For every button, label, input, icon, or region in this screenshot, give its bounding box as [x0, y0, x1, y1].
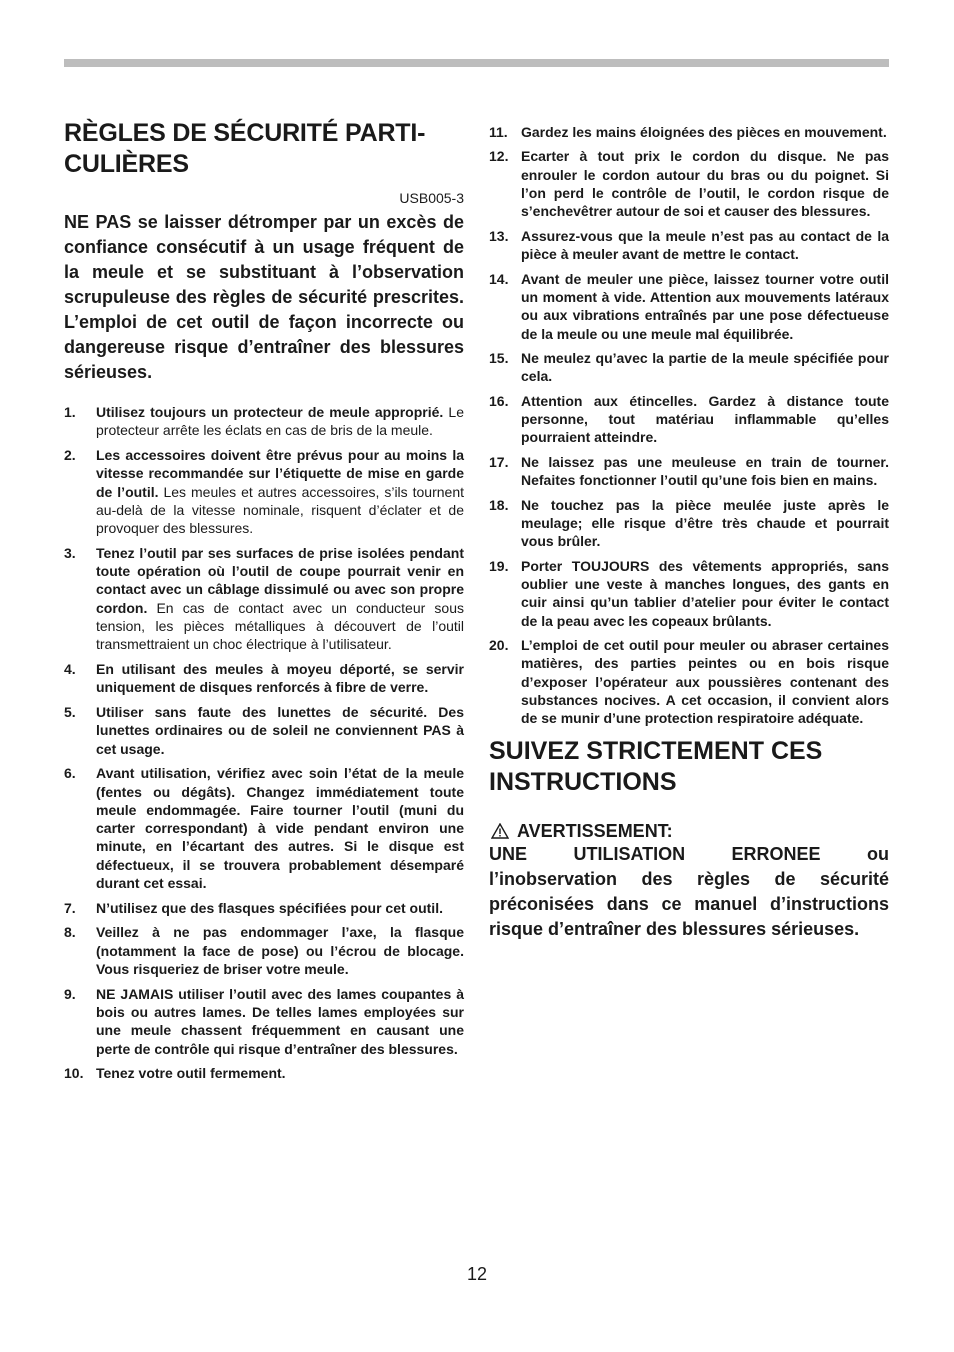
rule-plain-text: Les meules et autres accessoires, s’ils tournent au-delà de la vitesse nominale, risquent d’éclater et de provoquer des blessures. [96, 483, 464, 537]
rules-list-left [64, 403, 464, 1083]
rule-text [96, 403, 464, 440]
rule-number: 10. [64, 1065, 84, 1082]
rule-bold-text: Tenez votre outil fermement. [96, 1065, 286, 1082]
rule-item [64, 446, 464, 537]
rule-bold-text: Utiliser sans faute des lunettes de sécurité. Des lunettes ordinaires ou de soleil ne conviennent PAS à cet usage. [96, 704, 464, 757]
rule-text [521, 453, 889, 490]
rule-number: 18. [489, 496, 509, 513]
rule-text [521, 123, 889, 141]
page-number: 12 [466, 1264, 488, 1284]
rule-number: 9. [64, 985, 76, 1002]
rule-item [489, 557, 889, 630]
rule-text [96, 1064, 464, 1082]
rule-item [489, 147, 889, 220]
rule-text [96, 923, 464, 978]
rule-bold-text: Porter TOUJOURS des vêtements appropriés, sans oublier une veste à manches longues, des gants en cuir ainsi qu’un tablier d’atelier pour éviter le contact de la peau avec les copeaux brûlants. [521, 557, 889, 629]
rule-bold-text: Les accessoires doivent être prévus pour au moins la vitesse recommandée sur l’étiquette de mise en garde de l’outil. [96, 446, 464, 500]
rule-number: 5. [64, 704, 76, 721]
rule-text [521, 636, 889, 727]
rule-item [64, 403, 464, 440]
rule-bold-text: Veillez à ne pas endommager l’axe, la flasque (notamment la face de pose) ou l’écrou de blocage. Vous risqueriez de briser votre meule. [96, 924, 464, 978]
rule-text [96, 764, 464, 892]
warning-heading [489, 820, 889, 842]
warning-text: UNE UTILISATION ERRONEE ou l’inobservation des règles de sécurité préconisées dans ce manuel d’instructions risque d’entraîner des blessures sérieuses. [489, 843, 889, 939]
rule-text [521, 557, 889, 630]
rule-item [489, 636, 889, 727]
rule-text [96, 446, 464, 537]
rule-text [96, 985, 464, 1058]
title-line-2: CULIÈRES [64, 150, 189, 178]
rule-bold-text: N’utilisez que des flasques spécifiées pour cet outil. [96, 899, 443, 916]
section-title-instructions: SUIVEZ STRICTEMENT CES INSTRUCTIONS [489, 736, 823, 796]
rule-number: 19. [489, 557, 509, 574]
rule-text [521, 147, 889, 220]
rule-text [521, 270, 889, 343]
rule-bold-text: Gardez les mains éloignées des pièces en mouvement. [521, 124, 887, 140]
rule-bold-text: Assurez-vous que la meule n’est pas au contact de la pièce à meuler avant de mettre le contact. [521, 227, 889, 263]
rule-text [521, 349, 889, 386]
rule-number: 6. [64, 765, 76, 782]
rule-bold-text: Ne touchez pas la pièce meulée juste après le meulage; elle risque d’être très chaude et pourrait vous brûler. [521, 496, 889, 550]
warning-triangle-icon [491, 823, 509, 839]
section-title-safety [64, 118, 464, 180]
rule-item [489, 496, 889, 551]
rule-bold-text: Attention aux étincelles. Gardez à distance toute personne, tout matériau inflammable qu’elles pourraient atteindre. [521, 392, 889, 446]
rule-number: 20. [489, 637, 509, 654]
rule-number: 3. [64, 544, 76, 561]
rule-number: 17. [489, 453, 509, 470]
rules-list-right [489, 123, 889, 728]
rule-text [521, 496, 889, 551]
rule-number: 1. [64, 404, 76, 420]
rule-text [521, 392, 889, 447]
rule-item [64, 703, 464, 758]
left-column [64, 118, 464, 1089]
rule-plain-text: En cas de contact avec un conducteur sous tension, les pièces métalliques à découvert de l’outil transmettraient un choc électrique à l’utilisateur. [96, 599, 464, 653]
rule-number: 4. [64, 661, 76, 678]
rule-number: 12. [489, 148, 509, 165]
rule-bold-text: Avant de meuler une pièce, laissez tourner votre outil un moment à vide. Attention aux mouvements latéraux ou aux vibrations entraînés par une pose défectueuse de la meule ou une meule mal équilibrée. [521, 270, 889, 342]
rule-number: 14. [489, 270, 509, 287]
header-rule [64, 59, 889, 67]
rule-item [64, 985, 464, 1058]
rule-text [96, 544, 464, 654]
rule-item [489, 349, 889, 386]
rule-item [64, 660, 464, 697]
rule-bold-text: L’emploi de cet outil pour meuler ou abraser certaines matières, des parties peintes ou en bois risque d’exposer l’opérateur aux poussières contenant des substances nocives. A cet occasion, il convient alors de se munir d’une protection respiratoire adéquate. [521, 637, 889, 727]
right-column [489, 123, 889, 942]
rule-bold-text: En utilisant des meules à moyeu déporté, se servir uniquement de disques renforcés à fibre de verre. [96, 661, 464, 696]
rule-number: 11. [489, 124, 508, 140]
rule-number: 2. [64, 446, 76, 463]
rule-item [489, 392, 889, 447]
rule-item [489, 453, 889, 490]
warning-title: AVERTISSEMENT: [517, 820, 673, 841]
rule-bold-text: Ne laissez pas une meuleuse en train de tourner. Nefaites fonctionner l’outil qu’une fois bien en mains. [521, 453, 889, 489]
rule-item [489, 227, 889, 264]
rule-item [64, 764, 464, 892]
rule-text [521, 227, 889, 264]
rule-item [489, 270, 889, 343]
rule-item [489, 123, 889, 141]
rule-bold-text: Tenez l’outil par ses surfaces de prise isolées pendant toute opération où l’outil de coupe pourrait venir en contact avec un câblage dissimulé ou avec son propre cordon. [96, 544, 464, 616]
rule-number: 15. [489, 350, 509, 367]
rule-number: 8. [64, 924, 76, 941]
rule-number: 7. [64, 899, 76, 916]
rule-number: 13. [489, 227, 509, 244]
rule-number: 16. [489, 392, 509, 409]
rule-item [64, 1064, 464, 1082]
rule-item [64, 923, 464, 978]
document-code: USB005-3 [399, 190, 464, 206]
rule-item [64, 544, 464, 654]
title-line-1: RÈGLES DE SÉCURITÉ PARTI- [64, 119, 426, 147]
rule-bold-text: Ne meulez qu’avec la partie de la meule spécifiée pour cela. [521, 350, 889, 385]
rule-bold-text: Utilisez toujours un protecteur de meule approprié. [96, 404, 444, 420]
rule-bold-text: Avant utilisation, vérifiez avec soin l’état de la meule (fentes ou dégâts). Changez immédiatement toute meule endommagée. Faire tourner l’outil (muni du carter correspondant) à vide pendant environ une minute, en l’écartant des autres. Si le disque est défectueux, il se trouvera probablement désemparé durant cet essai. [96, 765, 464, 892]
rule-text [96, 660, 464, 697]
rule-item [64, 899, 464, 917]
rule-text [96, 703, 464, 758]
rule-bold-text: NE JAMAIS utiliser l’outil avec des lames coupantes à bois ou autres lames. De telles lames employées sur une meule chassent fréquemment en causant une perte de contrôle qui risque d’entraîner des blessures. [96, 985, 464, 1057]
rule-bold-text: Ecarter à tout prix le cordon du disque. Ne pas enrouler le cordon autour du bras ou du poignet. Si l’on perd le contrôle de l’outil, le cordon risque de s’enchevêtrer autour de soi et causer des blessures. [521, 148, 889, 220]
rule-text [96, 899, 464, 917]
rule-plain-text: Le protecteur arrête les éclats en cas de bris de la meule. [96, 404, 465, 439]
intro-warning: NE PAS se laisser détromper par un excès de confiance consécutif à un usage fréquent de la meule et se substituant à l’observation scrupuleuse des règles de sécurité prescrites. L’emploi de cet outil de façon incorrecte ou dangereuse risque d’entraîner des blessures sérieuses. [64, 212, 464, 382]
